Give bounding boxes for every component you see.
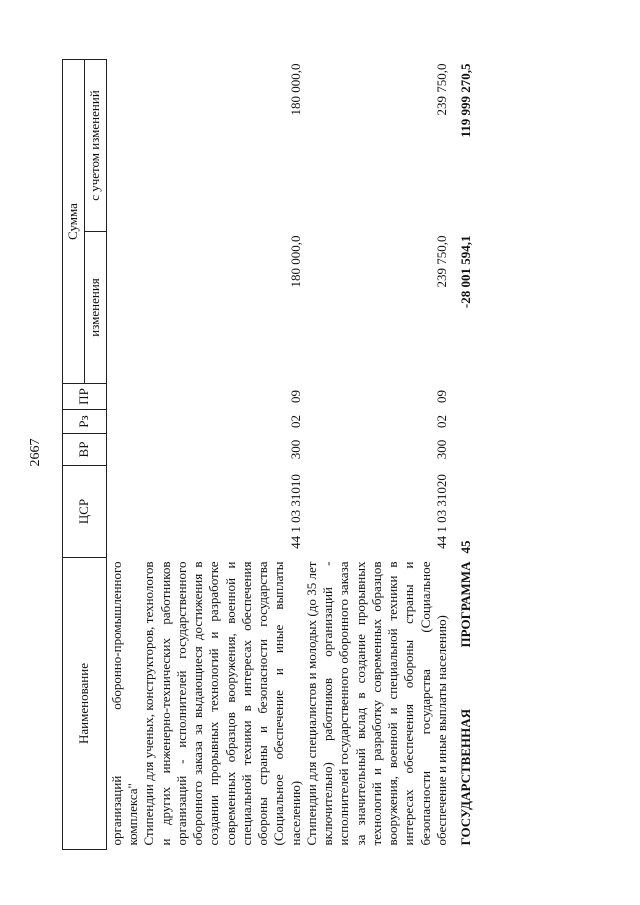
total-with-changes: 119 999 270,5	[458, 63, 474, 138]
row-pr: 09	[434, 390, 450, 403]
total-vr	[450, 434, 474, 466]
table-row	[106, 60, 141, 850]
header-vr: ВР	[63, 434, 107, 466]
table-header	[63, 60, 107, 850]
total-name-left: ГОСУДАРСТВЕННАЯ	[458, 709, 474, 846]
row-name: Стипендии для специалистов и молодых (до 35 лет включительно) работников организаций - исполнителей государственного оборонного заказа за значительный вклад в создание прорывных технологий и разработку современных образцов вооружения, военной и специальной техники в интересах обеспечения обороны страны и безопасности государства (Социальное обеспечение и иные выплаты населению)	[303, 561, 449, 846]
budget-table	[62, 59, 474, 850]
row-name: Стипендии для ученых, конструкторов, технологов и других инженерно-технических работников организаций - исполнителей государственного оборонного заказа за выдающиеся достижения в создании прорывных технологий и разработке современных образцов вооружения, военной и специальной техники в интересах обеспечения обороны страны и безопасности государства (Социальное обеспечение и иные выплаты населению)	[141, 561, 303, 846]
header-csr: ЦСР	[63, 466, 107, 558]
total-rz	[450, 410, 474, 434]
total-row	[450, 60, 474, 850]
row-changes	[106, 232, 141, 384]
row-csr	[106, 466, 141, 558]
header-sum: Сумма	[63, 60, 85, 384]
row-vr: 300	[434, 439, 450, 460]
header-rz: Рз	[63, 410, 107, 434]
row-csr: 44 1 03 31010	[287, 474, 303, 549]
table-row	[141, 60, 304, 850]
row-rz: 02	[434, 415, 450, 428]
table-row	[304, 60, 450, 850]
total-csr: 45	[458, 540, 474, 554]
row-changes: 239 750,0	[434, 235, 450, 288]
row-changes: 180 000,0	[287, 235, 303, 288]
total-name	[450, 558, 474, 850]
row-rz: 02	[287, 415, 303, 428]
row-vr: 300	[287, 439, 303, 460]
row-pr: 09	[287, 390, 303, 403]
total-name-right: ПРОГРАММА	[458, 561, 474, 648]
row-vr	[106, 434, 141, 466]
row-with-changes: 180 000,0	[287, 63, 303, 116]
row-pr	[106, 384, 141, 410]
row-name: организаций оборонно-промышленного комплекса"	[108, 561, 141, 846]
header-pr: ПР	[63, 384, 107, 410]
total-pr	[450, 384, 474, 410]
header-name: Наименование	[63, 558, 107, 850]
row-rz	[106, 410, 141, 434]
row-csr: 44 1 03 31020	[434, 474, 450, 549]
row-with-changes: 239 750,0	[434, 63, 450, 116]
header-with-changes: с учетом изменений	[84, 60, 106, 232]
page-number: 2667	[28, 438, 43, 467]
row-with-changes	[106, 60, 141, 232]
header-changes: изменения	[84, 232, 106, 384]
total-changes: -28 001 594,1	[458, 235, 474, 309]
